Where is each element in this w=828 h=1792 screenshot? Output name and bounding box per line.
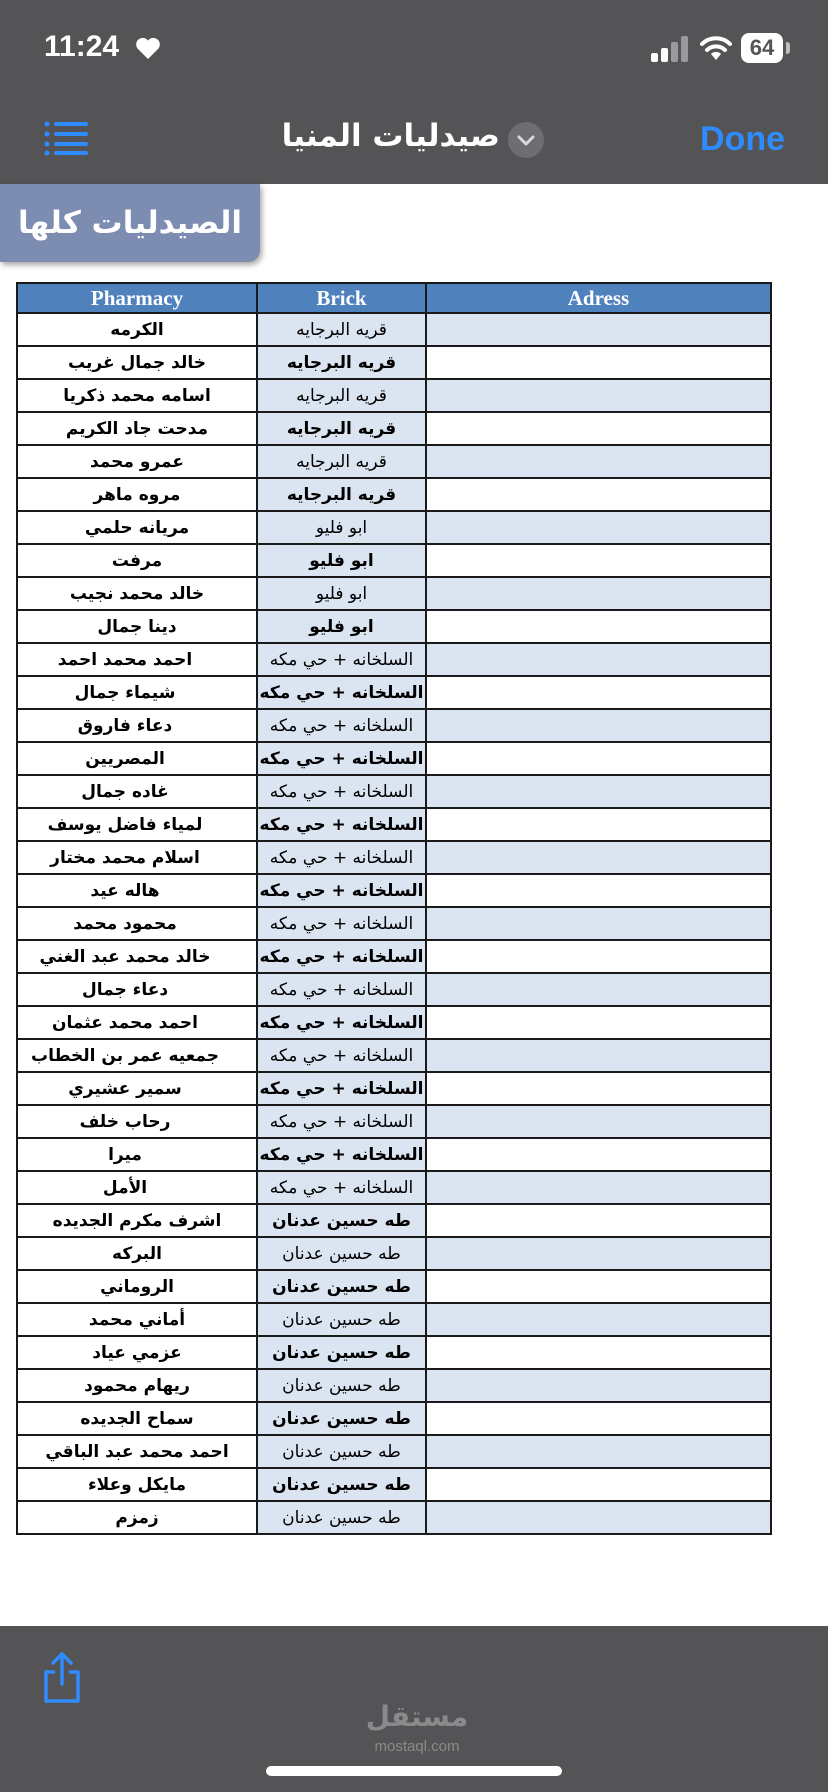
pharmacy-name: زمزم [115, 1507, 159, 1528]
brick-name: قريه البرجايه [286, 484, 397, 505]
pharmacy-name: خالد محمد عبد الغني [39, 946, 211, 967]
table-row [17, 709, 771, 742]
battery-nub [786, 42, 790, 54]
brick-name: طه حسين عدنان [282, 1375, 401, 1396]
pharmacy-name: البركه [112, 1243, 162, 1264]
table-header-row [17, 283, 771, 313]
cell-address[interactable] [426, 1270, 771, 1303]
cell-address[interactable] [426, 313, 771, 346]
cell-brick[interactable] [257, 1336, 426, 1369]
cell-address[interactable] [426, 445, 771, 478]
brick-name: طه حسين عدنان [272, 1276, 411, 1297]
cell-address[interactable] [426, 346, 771, 379]
cell-address[interactable] [426, 511, 771, 544]
brick-name: طه حسين عدنان [272, 1342, 411, 1363]
table-row [17, 346, 771, 379]
cell-brick[interactable] [257, 1006, 426, 1039]
cell-address[interactable] [426, 1435, 771, 1468]
cell-pharmacy[interactable] [17, 544, 257, 577]
pharmacy-name: محمود محمد [73, 913, 177, 934]
cell-address[interactable] [426, 808, 771, 841]
cell-pharmacy[interactable] [17, 1402, 257, 1435]
home-indicator [266, 1766, 562, 1776]
cell-pharmacy[interactable] [17, 511, 257, 544]
pharmacy-name: مروه ماهر [93, 484, 181, 505]
header-pharmacy: Pharmacy [17, 283, 257, 313]
cell-pharmacy[interactable] [17, 610, 257, 643]
cell-address[interactable] [426, 1138, 771, 1171]
table-row [17, 1237, 771, 1270]
pharmacy-name: رحاب خلف [79, 1111, 171, 1132]
cell-pharmacy[interactable] [17, 1072, 257, 1105]
table-row [17, 1138, 771, 1171]
pharmacy-name: لمياء فاضل يوسف [47, 814, 203, 835]
cell-address[interactable] [426, 1006, 771, 1039]
cell-address[interactable] [426, 676, 771, 709]
cell-brick[interactable] [257, 742, 426, 775]
table-row [17, 940, 771, 973]
cell-pharmacy[interactable] [17, 676, 257, 709]
brick-name: طه حسين عدنان [272, 1210, 411, 1231]
brick-name: طه حسين عدنان [282, 1441, 401, 1462]
cell-brick[interactable] [257, 1039, 426, 1072]
cell-brick[interactable] [257, 775, 426, 808]
sheet-tab[interactable]: الصيدليات كلها [0, 184, 260, 262]
pharmacy-name: الكرمه [110, 319, 164, 340]
pharmacy-name: دينا جمال [97, 616, 177, 637]
cell-brick[interactable] [257, 1138, 426, 1171]
pharmacy-name: عمرو محمد [89, 451, 185, 472]
cell-address[interactable] [426, 907, 771, 940]
cell-address[interactable] [426, 1072, 771, 1105]
cell-pharmacy[interactable] [17, 1468, 257, 1501]
cell-brick[interactable] [257, 1369, 426, 1402]
title-menu-button[interactable] [508, 122, 544, 158]
pharmacy-name: اشرف مكرم الجديده [52, 1210, 222, 1231]
brick-name: السلخانه + حي مكه [269, 1111, 414, 1132]
brick-name: ابو فليو [315, 583, 368, 604]
table-row [17, 313, 771, 346]
brick-name: قريه البرجايه [296, 319, 387, 340]
table-row [17, 1435, 771, 1468]
cell-brick[interactable] [257, 841, 426, 874]
pharmacy-name: ميرا [108, 1144, 142, 1165]
pharmacy-name: المصريين [85, 748, 165, 769]
pharmacy-name: احمد محمد احمد [57, 649, 193, 670]
cell-brick[interactable] [257, 709, 426, 742]
header-address: Adress [426, 283, 771, 313]
cell-brick[interactable] [257, 643, 426, 676]
pharmacy-name: خالد محمد نجيب [69, 583, 205, 604]
cell-brick[interactable] [257, 1468, 426, 1501]
cell-address[interactable] [426, 1105, 771, 1138]
cell-brick[interactable] [257, 940, 426, 973]
cell-pharmacy[interactable] [17, 1006, 257, 1039]
pharmacy-name: الأمل [102, 1177, 148, 1198]
table-row [17, 973, 771, 1006]
cell-brick[interactable] [257, 610, 426, 643]
brick-name: قريه البرجايه [296, 451, 387, 472]
table-row [17, 775, 771, 808]
pharmacy-name: احمد محمد عثمان [52, 1012, 198, 1033]
cell-pharmacy[interactable] [17, 1369, 257, 1402]
pharmacy-name: اسلام محمد مختار [50, 847, 200, 868]
cell-brick[interactable] [257, 874, 426, 907]
table-row [17, 874, 771, 907]
cell-brick[interactable] [257, 412, 426, 445]
cell-address[interactable] [426, 1171, 771, 1204]
brick-name: السلخانه + حي مكه [269, 649, 414, 670]
done-button[interactable]: Done [700, 120, 785, 158]
table-row [17, 841, 771, 874]
cell-pharmacy[interactable] [17, 313, 257, 346]
table-row [17, 577, 771, 610]
table-row [17, 676, 771, 709]
pharmacy-name: احمد محمد عبد الباقي [45, 1441, 229, 1462]
wifi-icon [699, 33, 733, 61]
pharmacy-name: خالد جمال غريب [67, 352, 207, 373]
cell-brick[interactable] [257, 544, 426, 577]
cell-address[interactable] [426, 610, 771, 643]
cell-address[interactable] [426, 1468, 771, 1501]
table-row [17, 1105, 771, 1138]
table-row [17, 511, 771, 544]
cell-address[interactable] [426, 1237, 771, 1270]
cell-pharmacy[interactable] [17, 1435, 257, 1468]
brick-name: طه حسين عدنان [272, 1474, 411, 1495]
table-row [17, 379, 771, 412]
watermark-logo: مستقل [365, 1700, 469, 1733]
brick-name: السلخانه + حي مكه [259, 814, 424, 835]
pharmacy-name: مرفت [111, 550, 163, 571]
cell-brick[interactable] [257, 1105, 426, 1138]
brick-name: السلخانه + حي مكه [259, 748, 424, 769]
cell-address[interactable] [426, 643, 771, 676]
cell-address[interactable] [426, 1303, 771, 1336]
cell-address[interactable] [426, 379, 771, 412]
cell-pharmacy[interactable] [17, 1171, 257, 1204]
header-brick: Brick [257, 283, 426, 313]
cell-brick[interactable] [257, 1072, 426, 1105]
brick-name: السلخانه + حي مكه [269, 913, 414, 934]
cell-pharmacy[interactable] [17, 1336, 257, 1369]
cell-address[interactable] [426, 1336, 771, 1369]
table-row [17, 1501, 771, 1534]
table-row [17, 907, 771, 940]
cell-address[interactable] [426, 775, 771, 808]
cell-address[interactable] [426, 478, 771, 511]
cell-pharmacy[interactable] [17, 973, 257, 1006]
share-icon[interactable] [42, 1652, 82, 1704]
cell-pharmacy[interactable] [17, 1138, 257, 1171]
cell-pharmacy[interactable] [17, 940, 257, 973]
cell-pharmacy[interactable] [17, 874, 257, 907]
cell-brick[interactable] [257, 445, 426, 478]
cell-pharmacy[interactable] [17, 346, 257, 379]
table-row [17, 412, 771, 445]
cell-pharmacy[interactable] [17, 1039, 257, 1072]
table-row [17, 445, 771, 478]
pharmacy-name: هاله عيد [90, 880, 160, 901]
table-row [17, 1468, 771, 1501]
brick-name: ابو فليو [309, 550, 374, 571]
cell-address[interactable] [426, 577, 771, 610]
table-row [17, 1336, 771, 1369]
list-icon[interactable] [44, 120, 88, 156]
table-row [17, 1006, 771, 1039]
cell-address[interactable] [426, 874, 771, 907]
cell-brick[interactable] [257, 577, 426, 610]
pharmacy-name: عزمي عياد [92, 1342, 182, 1363]
brick-name: قريه البرجايه [286, 352, 397, 373]
cell-address[interactable] [426, 841, 771, 874]
cell-address[interactable] [426, 1501, 771, 1534]
brick-name: قريه البرجايه [296, 385, 387, 406]
brick-name: ابو فليو [315, 517, 368, 538]
cell-brick[interactable] [257, 1171, 426, 1204]
cell-brick[interactable] [257, 1237, 426, 1270]
cell-brick[interactable] [257, 1204, 426, 1237]
cell-pharmacy[interactable] [17, 1270, 257, 1303]
brick-name: السلخانه + حي مكه [259, 1012, 424, 1033]
cell-brick[interactable] [257, 1402, 426, 1435]
cell-pharmacy[interactable] [17, 841, 257, 874]
cell-address[interactable] [426, 544, 771, 577]
pharmacy-name: مدحت جاد الكريم [65, 418, 209, 439]
cell-pharmacy[interactable] [17, 1501, 257, 1534]
table-row [17, 1072, 771, 1105]
cell-pharmacy[interactable] [17, 1105, 257, 1138]
cell-brick[interactable] [257, 346, 426, 379]
cell-address[interactable] [426, 1204, 771, 1237]
cell-address[interactable] [426, 1039, 771, 1072]
table-row [17, 742, 771, 775]
cell-pharmacy[interactable] [17, 478, 257, 511]
cell-pharmacy[interactable] [17, 412, 257, 445]
pharmacy-table [16, 282, 772, 1535]
pharmacy-name: ريهام محمود [84, 1375, 190, 1396]
watermark-url: mostaql.com [374, 1738, 460, 1755]
cell-pharmacy[interactable] [17, 445, 257, 478]
brick-name: السلخانه + حي مكه [269, 1177, 414, 1198]
cell-address[interactable] [426, 412, 771, 445]
pharmacy-name: اسامه محمد ذكريا [63, 385, 211, 406]
cell-address[interactable] [426, 940, 771, 973]
cell-address[interactable] [426, 742, 771, 775]
cell-address[interactable] [426, 1369, 771, 1402]
brick-name: السلخانه + حي مكه [269, 847, 414, 868]
pharmacy-name: الروماني [100, 1276, 174, 1297]
table-body [17, 313, 771, 1534]
pharmacy-name: مايكل وعلاء [87, 1474, 187, 1495]
cell-brick[interactable] [257, 1270, 426, 1303]
table-row [17, 1204, 771, 1237]
cell-address[interactable] [426, 973, 771, 1006]
cell-brick[interactable] [257, 313, 426, 346]
pharmacy-name: أماني محمد [88, 1309, 186, 1330]
cell-pharmacy[interactable] [17, 1237, 257, 1270]
cell-brick[interactable] [257, 676, 426, 709]
table-row [17, 643, 771, 676]
pharmacy-name: مريانه حلمي [84, 517, 190, 538]
table-row [17, 544, 771, 577]
brick-name: السلخانه + حي مكه [259, 682, 424, 703]
table-row [17, 1270, 771, 1303]
cell-pharmacy[interactable] [17, 643, 257, 676]
chevron-down-icon [508, 122, 544, 158]
cell-pharmacy[interactable] [17, 742, 257, 775]
brick-name: طه حسين عدنان [282, 1243, 401, 1264]
brick-name: السلخانه + حي مكه [269, 781, 414, 802]
status-time: 11:24 [44, 30, 120, 63]
brick-name: طه حسين عدنان [282, 1507, 401, 1528]
cell-brick[interactable] [257, 973, 426, 1006]
brick-name: السلخانه + حي مكه [259, 1078, 424, 1099]
cell-pharmacy[interactable] [17, 709, 257, 742]
cell-pharmacy[interactable] [17, 907, 257, 940]
table-row [17, 1369, 771, 1402]
cell-pharmacy[interactable] [17, 775, 257, 808]
cell-address[interactable] [426, 709, 771, 742]
battery-indicator: 64 [741, 33, 783, 63]
cell-pharmacy[interactable] [17, 577, 257, 610]
pharmacy-name: سمير عشيري [68, 1078, 182, 1099]
table-row [17, 1402, 771, 1435]
pharmacy-name: سماح الجديده [80, 1408, 194, 1429]
brick-name: طه حسين عدنان [272, 1408, 411, 1429]
cell-pharmacy[interactable] [17, 808, 257, 841]
table-row [17, 1171, 771, 1204]
cell-address[interactable] [426, 1402, 771, 1435]
table-row [17, 1039, 771, 1072]
cell-brick[interactable] [257, 1501, 426, 1534]
document-title[interactable]: صيدليات المنيا [281, 118, 500, 154]
pharmacy-name: شيماء جمال [74, 682, 176, 703]
brick-name: السلخانه + حي مكه [269, 979, 414, 1000]
table-row [17, 610, 771, 643]
pharmacy-name: غاده جمال [81, 781, 169, 802]
cell-brick[interactable] [257, 379, 426, 412]
brick-name: السلخانه + حي مكه [269, 1045, 414, 1066]
cell-brick[interactable] [257, 478, 426, 511]
brick-name: ابو فليو [309, 616, 374, 637]
cell-brick[interactable] [257, 808, 426, 841]
table-row [17, 478, 771, 511]
cell-pharmacy[interactable] [17, 379, 257, 412]
heart-icon [135, 36, 161, 60]
table-row [17, 808, 771, 841]
cell-pharmacy[interactable] [17, 1303, 257, 1336]
pharmacy-name: دعاء جمال [81, 979, 169, 1000]
brick-name: السلخانه + حي مكه [259, 946, 424, 967]
cell-brick[interactable] [257, 511, 426, 544]
cell-brick[interactable] [257, 907, 426, 940]
brick-name: السلخانه + حي مكه [259, 880, 424, 901]
brick-name: طه حسين عدنان [282, 1309, 401, 1330]
brick-name: السلخانه + حي مكه [269, 715, 414, 736]
pharmacy-name: دعاء فاروق [77, 715, 173, 736]
pharmacy-name: جمعيه عمر بن الخطاب [30, 1045, 219, 1066]
signal-icon [651, 36, 691, 62]
table-row [17, 1303, 771, 1336]
cell-pharmacy[interactable] [17, 1204, 257, 1237]
cell-brick[interactable] [257, 1435, 426, 1468]
cell-brick[interactable] [257, 1303, 426, 1336]
brick-name: قريه البرجايه [286, 418, 397, 439]
brick-name: السلخانه + حي مكه [259, 1144, 424, 1165]
